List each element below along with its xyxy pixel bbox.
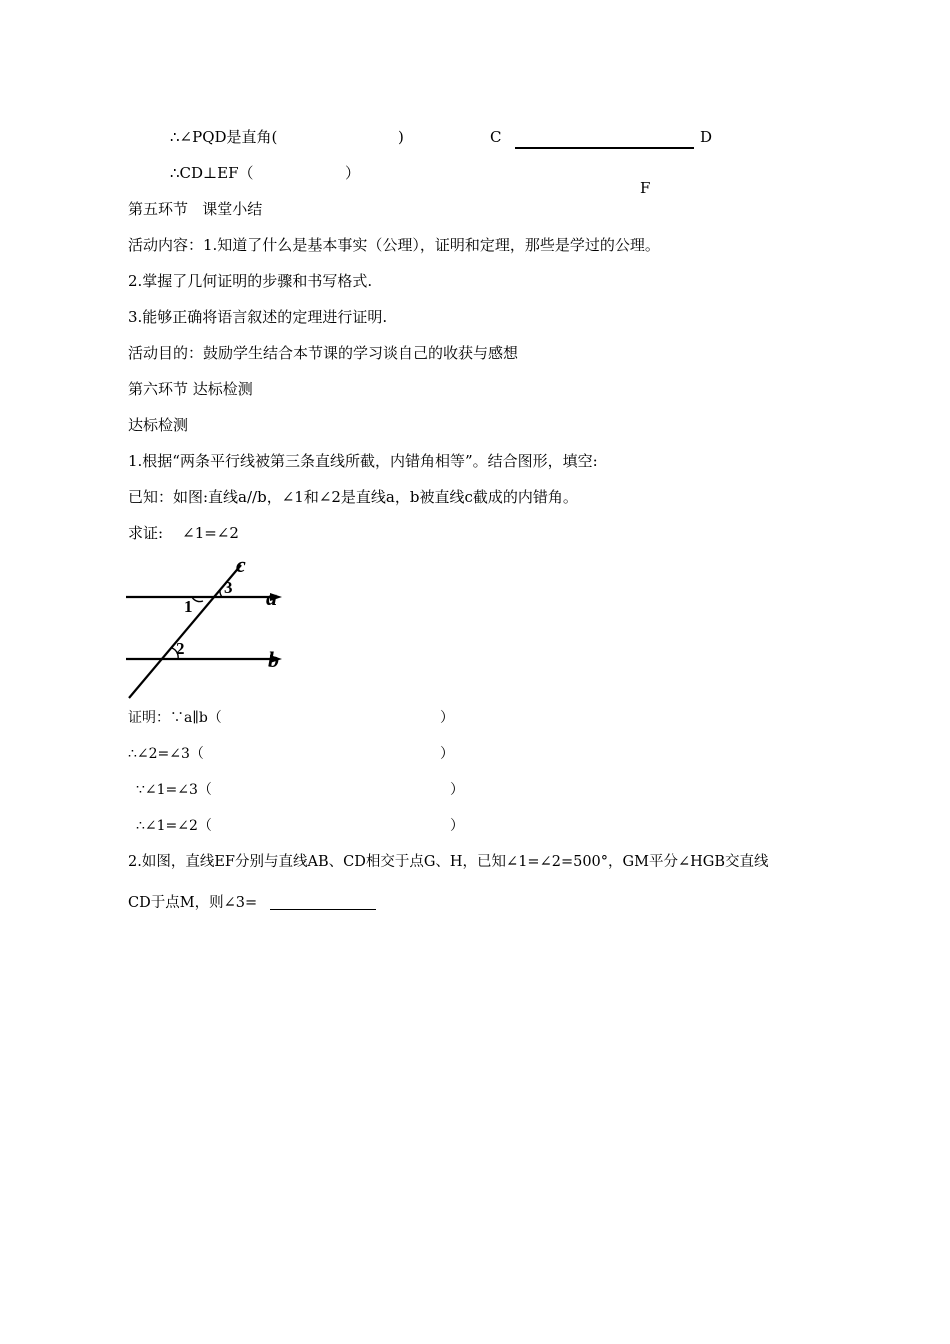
question-2-line-1: 2.如图，直线EF分别与直线AB、CD相交于点G、H，已知∠1=∠2=500°，GM平分∠HGB交直线 <box>128 854 769 870</box>
activity-purpose: 活动目的：鼓励学生结合本节课的学习谈自己的收获与感想 <box>128 344 519 362</box>
section-six-heading: 第六环节 达标检测 <box>128 380 253 398</box>
proof-line-pqd-right-angle: ∴∠PQD是直角( <box>170 128 278 146</box>
line-label-a: a <box>266 585 277 610</box>
point-label-c: C <box>490 128 502 146</box>
proof-step-4: ∴∠1=∠2（ <box>136 818 212 834</box>
proof-step-1: 证明：∵a∥b（ <box>128 710 222 726</box>
angle-label-3: 3 <box>224 578 233 597</box>
section-five-heading: 第五环节 课堂小结 <box>128 200 263 218</box>
point-label-d: D <box>700 128 713 146</box>
proof-line-perp-close-paren: ） <box>345 164 361 182</box>
proof-step-2: ∴∠2=∠3（ <box>128 746 204 762</box>
question-1-prove: 求证: ∠1=∠2 <box>128 524 239 542</box>
proof-step-4-close: ） <box>450 818 464 834</box>
activity-content-item-2: 2.掌握了几何证明的步骤和书写格式. <box>128 272 373 290</box>
line-label-c: c <box>236 556 246 577</box>
proof-step-3: ∵∠1=∠3（ <box>136 782 212 798</box>
proof-step-2-close: ） <box>440 746 454 762</box>
question-1-text: 1.根据“两条平行线被第三条直线所截，内错角相等”。结合图形，填空: <box>128 452 598 470</box>
section-six-subheading: 达标检测 <box>128 416 189 434</box>
activity-content-item-3: 3.能够正确将语言叙述的定理进行证明. <box>128 308 388 326</box>
proof-step-3-close: ） <box>450 782 464 798</box>
activity-content-item-1: 活动内容：1.知道了什么是基本事实（公理），证明和定理，那些是学过的公理。 <box>128 236 660 254</box>
angle-label-1: 1 <box>184 597 193 616</box>
answer-blank[interactable] <box>270 908 376 910</box>
angle-label-2: 2 <box>176 639 185 658</box>
question-1-given: 已知：如图:直线a//b，∠1和∠2是直线a，b被直线c截成的内错角。 <box>128 488 578 506</box>
proof-line-cd-perp-ef: ∴CD⊥EF（ <box>170 164 254 182</box>
proof-line-pqd-close-paren: ) <box>398 128 404 146</box>
parallel-lines-figure <box>120 556 290 702</box>
point-label-f: F <box>640 179 651 197</box>
line-cd <box>515 147 694 149</box>
question-2-line-2: CD于点M，则∠3= <box>128 895 258 911</box>
line-label-b: b <box>268 647 279 672</box>
proof-step-1-close: ） <box>440 710 454 726</box>
